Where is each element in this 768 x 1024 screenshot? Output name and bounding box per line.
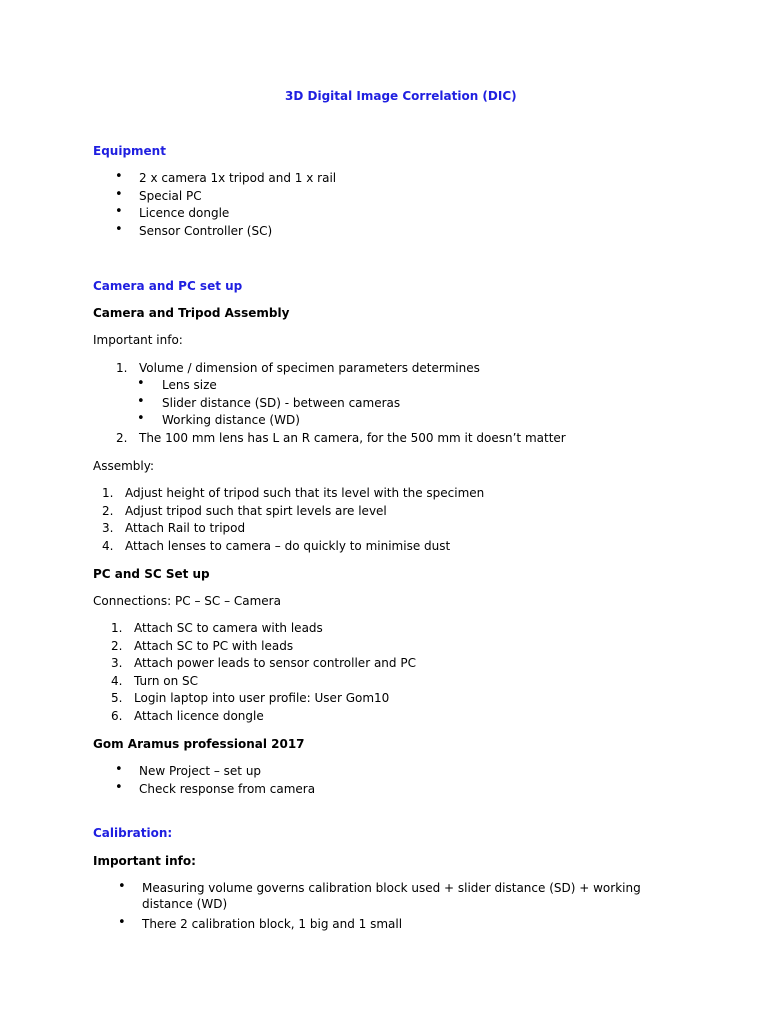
camera-pc-setup-heading: Camera and PC set up: [93, 279, 243, 293]
bullet-icon: •: [118, 915, 126, 930]
list-item-text: New Project – set up: [139, 764, 262, 778]
list-item-text: Special PC: [139, 189, 202, 203]
list-number: 4.: [111, 674, 123, 688]
list-item-text: Working distance (WD): [162, 413, 300, 427]
list-item-text: Volume / dimension of specimen parameters determines: [139, 361, 480, 375]
bullet-icon: •: [137, 411, 145, 426]
list-item-text: Login laptop into user profile: User Gom10: [134, 691, 390, 705]
list-item-text: 2 x camera 1x tripod and 1 x rail: [139, 171, 337, 185]
list-item-text: Attach Rail to tripod: [125, 521, 246, 535]
list-number: 3.: [111, 656, 123, 670]
tripod-assembly-heading: Camera and Tripod Assembly: [93, 306, 290, 320]
pc-sc-setup-heading: PC and SC Set up: [93, 567, 210, 581]
bullet-icon: •: [115, 780, 123, 795]
list-item-text: The 100 mm lens has L an R camera, for the 500 mm it doesn’t matter: [139, 431, 566, 445]
calibration-heading: Calibration:: [93, 826, 173, 840]
list-item-text: Turn on SC: [134, 674, 199, 688]
bullet-icon: •: [137, 376, 145, 391]
list-number: 6.: [111, 709, 123, 723]
bullet-icon: •: [118, 879, 126, 894]
bullet-icon: •: [115, 762, 123, 777]
bullet-icon: •: [115, 187, 123, 202]
list-item-text: Adjust height of tripod such that its level with the specimen: [125, 486, 485, 500]
list-item-text: Sensor Controller (SC): [139, 224, 273, 238]
list-number: 2.: [116, 431, 128, 445]
equipment-heading: Equipment: [93, 144, 166, 158]
list-item-text: Check response from camera: [139, 782, 316, 796]
connections-text: Connections: PC – SC – Camera: [93, 594, 281, 608]
list-item-text: Attach SC to camera with leads: [134, 621, 323, 635]
bullet-icon: •: [115, 222, 123, 237]
important-info-label: Important info:: [93, 333, 183, 347]
list-item-text: Attach licence dongle: [134, 709, 264, 723]
list-item-text: Lens size: [162, 378, 217, 392]
list-item-text: Attach lenses to camera – do quickly to minimise dust: [125, 539, 451, 553]
list-item-text: Slider distance (SD) - between cameras: [162, 396, 401, 410]
list-item-text: Attach SC to PC with leads: [134, 639, 294, 653]
bullet-icon: •: [115, 204, 123, 219]
list-number: 4.: [102, 539, 114, 553]
list-number: 5.: [111, 691, 123, 705]
list-item-text: Measuring volume governs calibration block used + slider distance (SD) + working distance (WD): [142, 881, 641, 911]
list-number: 2.: [102, 504, 114, 518]
list-item-text: There 2 calibration block, 1 big and 1 small: [142, 917, 403, 931]
list-number: 1.: [116, 361, 128, 375]
list-number: 3.: [102, 521, 114, 535]
list-item-text: Licence dongle: [139, 206, 230, 220]
assembly-label: Assembly:: [93, 459, 155, 473]
list-number: 1.: [102, 486, 114, 500]
list-item-text: Adjust tripod such that spirt levels are level: [125, 504, 387, 518]
list-number: 2.: [111, 639, 123, 653]
list-number: 1.: [111, 621, 123, 635]
gom-heading: Gom Aramus professional 2017: [93, 737, 305, 751]
calibration-important-label: Important info:: [93, 854, 196, 868]
bullet-icon: •: [137, 394, 145, 409]
document-title: 3D Digital Image Correlation (DIC): [285, 89, 517, 103]
list-item-text: Attach power leads to sensor controller and PC: [134, 656, 416, 670]
bullet-icon: •: [115, 169, 123, 184]
